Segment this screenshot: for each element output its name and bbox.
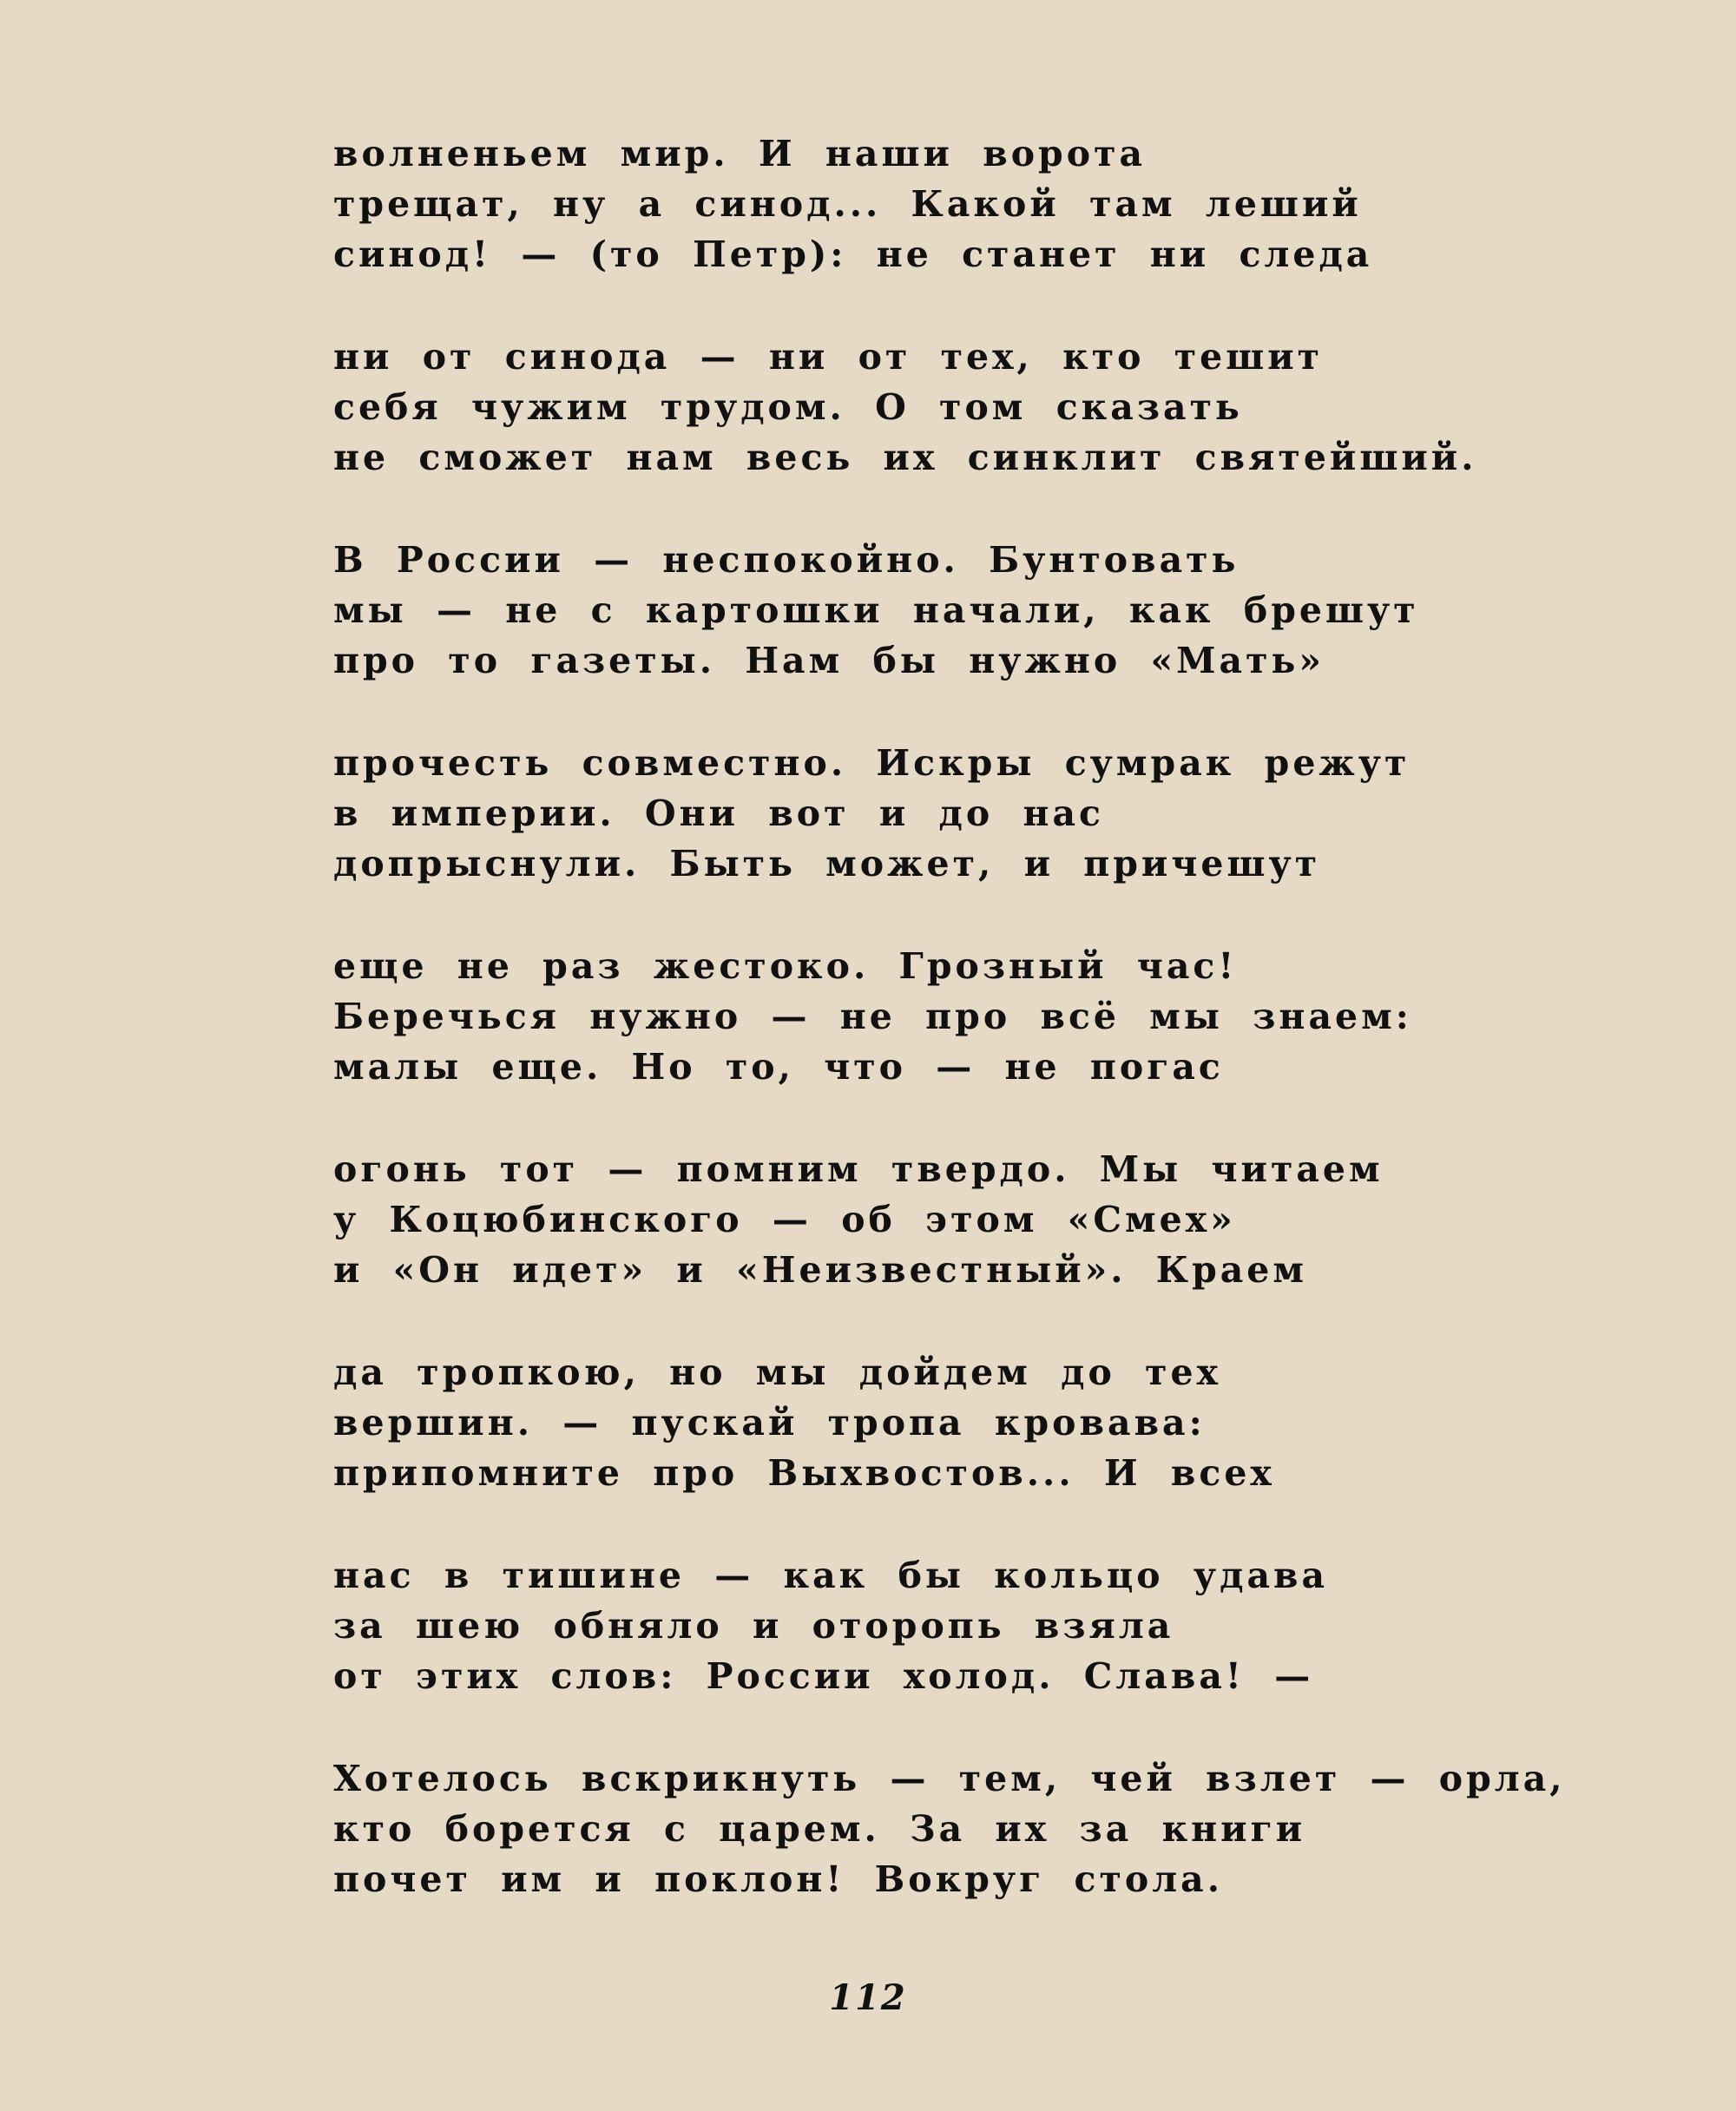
verse-line: мы — не с картошки начали, как брешут: [333, 589, 1419, 631]
verse-line: волненьем мир. И наши ворота: [333, 133, 1147, 174]
verse-line: допрыснули. Быть может, и причешут: [333, 843, 1321, 885]
stanza: [333, 128, 1549, 279]
verse-line: себя чужим трудом. О том сказать: [333, 386, 1243, 428]
verse-line: про то газеты. Нам бы нужно «Мать»: [333, 640, 1325, 681]
verse-line: Хотелось вскрикнуть — тем, чей взлет — орла,: [333, 1758, 1566, 1799]
stanza: [333, 332, 1549, 483]
verse-line: ни от синода — ни от тех, кто тешит: [333, 336, 1324, 378]
page-number: 112: [829, 1977, 907, 2018]
verse-line: огонь тот — помним твердо. Мы читаем: [333, 1148, 1384, 1190]
verse-line: кто борется с царем. За их за книги: [333, 1808, 1306, 1850]
stanza: [333, 1144, 1549, 1295]
verse-line: от этих слов: России холод. Слава! —: [333, 1655, 1314, 1697]
stanza: [333, 941, 1549, 1092]
verse-line: не сможет нам весь их синклит святейший.: [333, 437, 1477, 478]
stanza: [333, 1550, 1549, 1701]
stanza: [333, 535, 1549, 686]
verse-line: припомните про Выхвостов... И всех: [333, 1452, 1275, 1494]
stanza: [333, 738, 1549, 889]
verse-line: да тропкою, но мы дойдем до тех: [333, 1351, 1222, 1393]
verse-line: еще не раз жестоко. Грозный час!: [333, 945, 1238, 987]
verse-line: Беречься нужно — не про всё мы знаем:: [333, 996, 1412, 1037]
verse-line: и «Он идет» и «Неизвестный». Краем: [333, 1249, 1308, 1291]
verse-line: прочесть совместно. Искры сумрак режут: [333, 742, 1410, 784]
verse-line: вершин. — пускай тропа кровава:: [333, 1402, 1206, 1444]
verse-line: синод! — (то Петр): не станет ни следа: [333, 233, 1373, 275]
poem-body: [333, 128, 1566, 1956]
verse-line: трещат, ну а синод... Какой там леший: [333, 183, 1362, 225]
verse-line: в империи. Они вот и до нас: [333, 792, 1105, 834]
verse-line: за шею обняло и оторопь взяла: [333, 1605, 1174, 1647]
stanza: [333, 1347, 1549, 1498]
stanza: [333, 1753, 1566, 1904]
verse-line: почет им и поклон! Вокруг стола.: [333, 1858, 1223, 1900]
verse-line: В России — неспокойно. Бунтовать: [333, 539, 1240, 581]
verse-line: малы еще. Но то, что — не погас: [333, 1046, 1224, 1088]
verse-line: нас в тишине — как бы кольцо удава: [333, 1555, 1329, 1596]
verse-line: у Коцюбинского — об этом «Смех»: [333, 1199, 1236, 1240]
